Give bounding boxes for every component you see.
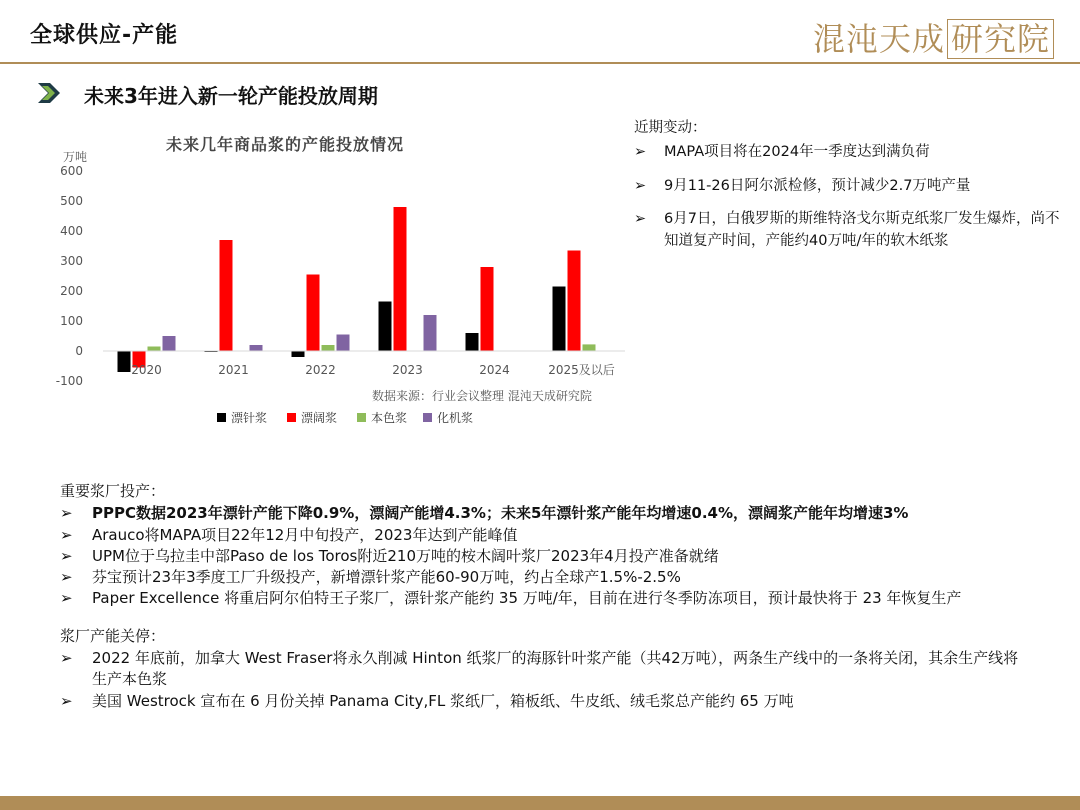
x-tick-label: 2024 — [479, 363, 510, 377]
bar — [118, 351, 131, 372]
y-tick-label: 500 — [60, 194, 83, 208]
bar — [466, 333, 479, 351]
chart-title: 未来几年商品浆的产能投放情况 — [165, 135, 405, 154]
bar-group — [118, 207, 596, 372]
legend-label: 漂阔浆 — [301, 411, 338, 425]
footer-bar — [0, 796, 1080, 810]
chevron-right-icon — [36, 81, 70, 105]
bar — [424, 315, 437, 351]
y-axis-unit: 万吨 — [63, 150, 88, 164]
startup-item: ➢ UPM位于乌拉圭中部Paso de los Toros附近210万吨的桉木阔叶浆厂2023年4月投产准备就绪 — [60, 546, 1020, 567]
bar — [481, 267, 494, 351]
logo-box: 研究院 — [947, 19, 1054, 59]
mill-updates — [60, 481, 1020, 712]
arrow-bullet-icon: ➢ — [60, 568, 73, 587]
logo-main: 混沌天成 — [812, 20, 945, 58]
recent-change-item: ➢ MAPA项目将在2024年一季度达到满负荷 — [634, 142, 1064, 164]
y-tick-label: 0 — [75, 344, 83, 358]
bar — [307, 275, 320, 352]
legend-swatch — [423, 413, 432, 422]
recent-change-item: ➢ 6月7日，白俄罗斯的斯维特洛戈尔斯克纸浆厂发生爆炸，尚不知道复产时间，产能约40万吨/年的软木纸浆 — [634, 211, 1060, 249]
closure-item: ➢ 美国 Westrock 宣布在 6 月份关掉 Panama City,FL 浆纸厂，箱板纸、牛皮纸、绒毛浆总产能约 65 万吨 — [60, 691, 1020, 712]
bar — [250, 345, 263, 351]
closures-heading: 浆厂产能关停： — [60, 626, 166, 645]
brand-logo — [813, 14, 1054, 60]
bar — [220, 240, 233, 351]
y-tick-label: 200 — [60, 284, 83, 298]
legend-label: 化机浆 — [437, 411, 474, 425]
y-tick-label: 600 — [60, 164, 83, 178]
arrow-bullet-icon: ➢ — [60, 525, 73, 544]
bar — [394, 207, 407, 351]
x-tick-label: 2021 — [218, 363, 249, 377]
bar — [553, 287, 566, 352]
legend-swatch — [217, 413, 226, 422]
arrow-bullet-icon: ➢ — [634, 177, 647, 194]
section-subtitle: 未来3年进入新一轮产能投放周期 — [84, 84, 378, 108]
legend-swatch — [357, 413, 366, 422]
startup-item: ➢ PPPC数据2023年漂针产能下降0.9%，漂阔产能增4.3%；未来5年漂针浆产能年均增速0.4%，漂阔浆产能年均增速3% — [60, 503, 1020, 524]
bar — [292, 351, 305, 357]
x-tick-label: 2023 — [392, 363, 423, 377]
closure-item: ➢ 2022 年底前，加拿大 West Fraser将永久削减 Hinton 纸浆厂的海豚针叶浆产能（共42万吨），两条生产线中的一条将关闭，其余生产线将生产本色浆 — [60, 649, 1019, 689]
chart-source: 数据来源：行业会议整理 混沌天成研究院 — [372, 389, 592, 403]
bar — [337, 335, 350, 352]
arrow-bullet-icon: ➢ — [634, 211, 647, 228]
x-tick-group — [131, 363, 615, 377]
legend-label: 漂针浆 — [231, 411, 268, 425]
arrow-bullet-icon: ➢ — [60, 504, 73, 523]
x-tick-label: 2025及以后 — [548, 363, 615, 377]
recent-changes-panel — [634, 118, 1064, 265]
y-tick-label: 100 — [60, 314, 83, 328]
arrow-bullet-icon: ➢ — [60, 691, 73, 710]
y-tick-group — [56, 164, 83, 388]
arrow-bullet-icon: ➢ — [60, 589, 73, 608]
recent-change-item: ➢ 9月11-26日阿尔派检修，预计减少2.7万吨产量 — [634, 176, 1064, 198]
bar — [163, 336, 176, 351]
bar — [583, 344, 596, 351]
x-tick-label: 2020 — [131, 363, 162, 377]
y-tick-label: 400 — [60, 224, 83, 238]
startup-item: ➢ Arauco将MAPA项目22年12月中旬投产，2023年达到产能峰值 — [60, 525, 1020, 546]
legend-swatch — [287, 413, 296, 422]
startup-item: ➢ Paper Excellence 将重启阿尔伯特王子浆厂，漂针浆产能约 35 万吨/年，目前在进行冬季防冻项目，预计最快将于 23 年恢复生产 — [60, 588, 1020, 609]
startups-heading: 重要浆厂投产： — [60, 482, 166, 500]
legend-label: 本色浆 — [371, 411, 408, 425]
header-divider — [0, 62, 1080, 64]
bar — [379, 302, 392, 352]
arrow-bullet-icon: ➢ — [60, 546, 73, 565]
startup-item: ➢ 芬宝预计23年3季度工厂升级投产，新增漂针浆产能60-90万吨，约占全球产1.5%-2.5% — [60, 567, 1020, 588]
arrow-bullet-icon: ➢ — [634, 143, 647, 160]
x-tick-label: 2022 — [305, 363, 336, 377]
page-title: 全球供应-产能 — [30, 23, 179, 48]
arrow-bullet-icon: ➢ — [60, 649, 73, 668]
chart-legend — [217, 410, 473, 425]
bar — [148, 347, 161, 352]
bar — [322, 345, 335, 351]
recent-changes-heading: 近期变动： — [634, 120, 707, 136]
y-tick-label: 300 — [60, 254, 83, 268]
bar — [568, 251, 581, 352]
capacity-bar-chart — [55, 125, 635, 435]
y-tick-label: -100 — [55, 374, 83, 388]
